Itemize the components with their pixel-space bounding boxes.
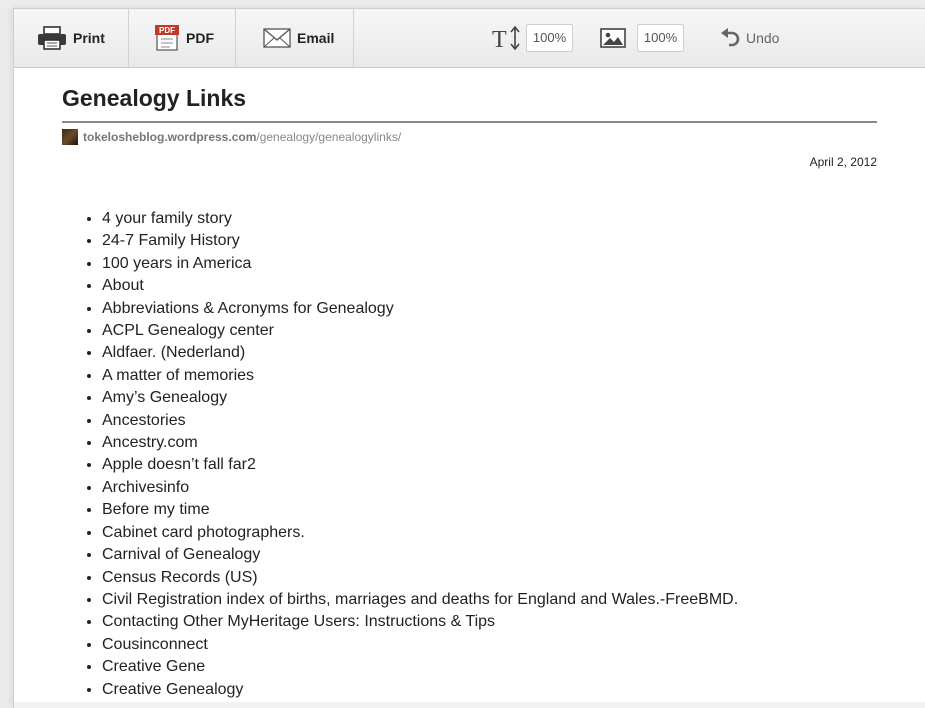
image-size-control bbox=[600, 9, 684, 67]
printer-icon bbox=[37, 26, 67, 50]
text-size-control bbox=[492, 9, 573, 67]
link-list-item[interactable]: • 24-7 Family History bbox=[102, 230, 877, 252]
text-size-field[interactable]: 100% bbox=[526, 24, 573, 52]
link-list-item[interactable]: • About bbox=[102, 275, 877, 297]
source-path: /genealogy/genealogylinks/ bbox=[256, 130, 402, 144]
link-list-item[interactable]: • Civil Registration index of births, marriages and deaths for England and Wales.-FreeBMD. bbox=[102, 589, 877, 611]
undo-control bbox=[720, 9, 779, 67]
link-list-item[interactable]: • Before my time bbox=[102, 499, 877, 521]
svg-text:T: T bbox=[492, 27, 507, 51]
link-list-item[interactable]: • 4 your family story bbox=[102, 208, 877, 230]
article bbox=[62, 67, 877, 701]
link-list-item[interactable]: • Carnival of Genealogy bbox=[102, 544, 877, 566]
envelope-icon bbox=[263, 28, 291, 48]
link-list-item[interactable]: • Ancestories bbox=[102, 410, 877, 432]
pdf-label: PDF bbox=[186, 30, 214, 46]
link-list-item[interactable]: • Cabinet card photographers. bbox=[102, 522, 877, 544]
image-icon[interactable] bbox=[600, 28, 626, 48]
link-list-item[interactable]: • Contacting Other MyHeritage Users: Instructions & Tips bbox=[102, 611, 877, 633]
site-favicon-icon bbox=[62, 129, 78, 145]
print-preview-window bbox=[13, 8, 925, 708]
link-list-item[interactable]: • Amy’s Genealogy bbox=[102, 387, 877, 409]
text-size-icon[interactable] bbox=[492, 25, 520, 51]
source-url bbox=[62, 129, 877, 145]
link-list-item[interactable]: • 100 years in America bbox=[102, 253, 877, 275]
bottom-edge bbox=[14, 702, 925, 708]
source-link[interactable] bbox=[83, 130, 401, 144]
pdf-button[interactable] bbox=[129, 9, 236, 67]
link-list-item[interactable]: • Abbreviations & Acronyms for Genealogy bbox=[102, 298, 877, 320]
link-list-item[interactable]: • Archivesinfo bbox=[102, 477, 877, 499]
link-list-item[interactable]: • Aldfaer. (Nederland) bbox=[102, 342, 877, 364]
toolbar bbox=[14, 9, 925, 68]
email-label: Email bbox=[297, 30, 335, 46]
article-date: April 2, 2012 bbox=[809, 155, 877, 169]
email-button[interactable] bbox=[236, 9, 354, 67]
link-list-item[interactable]: • Ancestry.com bbox=[102, 432, 877, 454]
link-list-item[interactable]: • A matter of memories bbox=[102, 365, 877, 387]
link-list-item[interactable]: • Cousinconnect bbox=[102, 634, 877, 656]
genealogy-link-list bbox=[62, 208, 877, 701]
undo-icon bbox=[720, 27, 740, 49]
image-size-field[interactable]: 100% bbox=[637, 24, 684, 52]
print-button[interactable] bbox=[14, 9, 129, 67]
link-list-item[interactable]: • Creative Genealogy bbox=[102, 679, 877, 701]
link-list-item[interactable]: • Creative Gene bbox=[102, 656, 877, 678]
link-list-item[interactable]: • ACPL Genealogy center bbox=[102, 320, 877, 342]
link-list-item[interactable]: • Apple doesn’t fall far2 bbox=[102, 454, 877, 476]
pdf-icon bbox=[154, 24, 180, 52]
undo-label: Undo bbox=[746, 30, 780, 46]
link-list-item[interactable]: • Census Records (US) bbox=[102, 567, 877, 589]
page-title: Genealogy Links bbox=[62, 67, 877, 123]
print-label: Print bbox=[73, 30, 105, 46]
pdf-badge: PDF bbox=[159, 26, 175, 35]
undo-button[interactable] bbox=[720, 27, 779, 49]
source-domain: tokelosheblog.wordpress.com bbox=[83, 130, 257, 144]
